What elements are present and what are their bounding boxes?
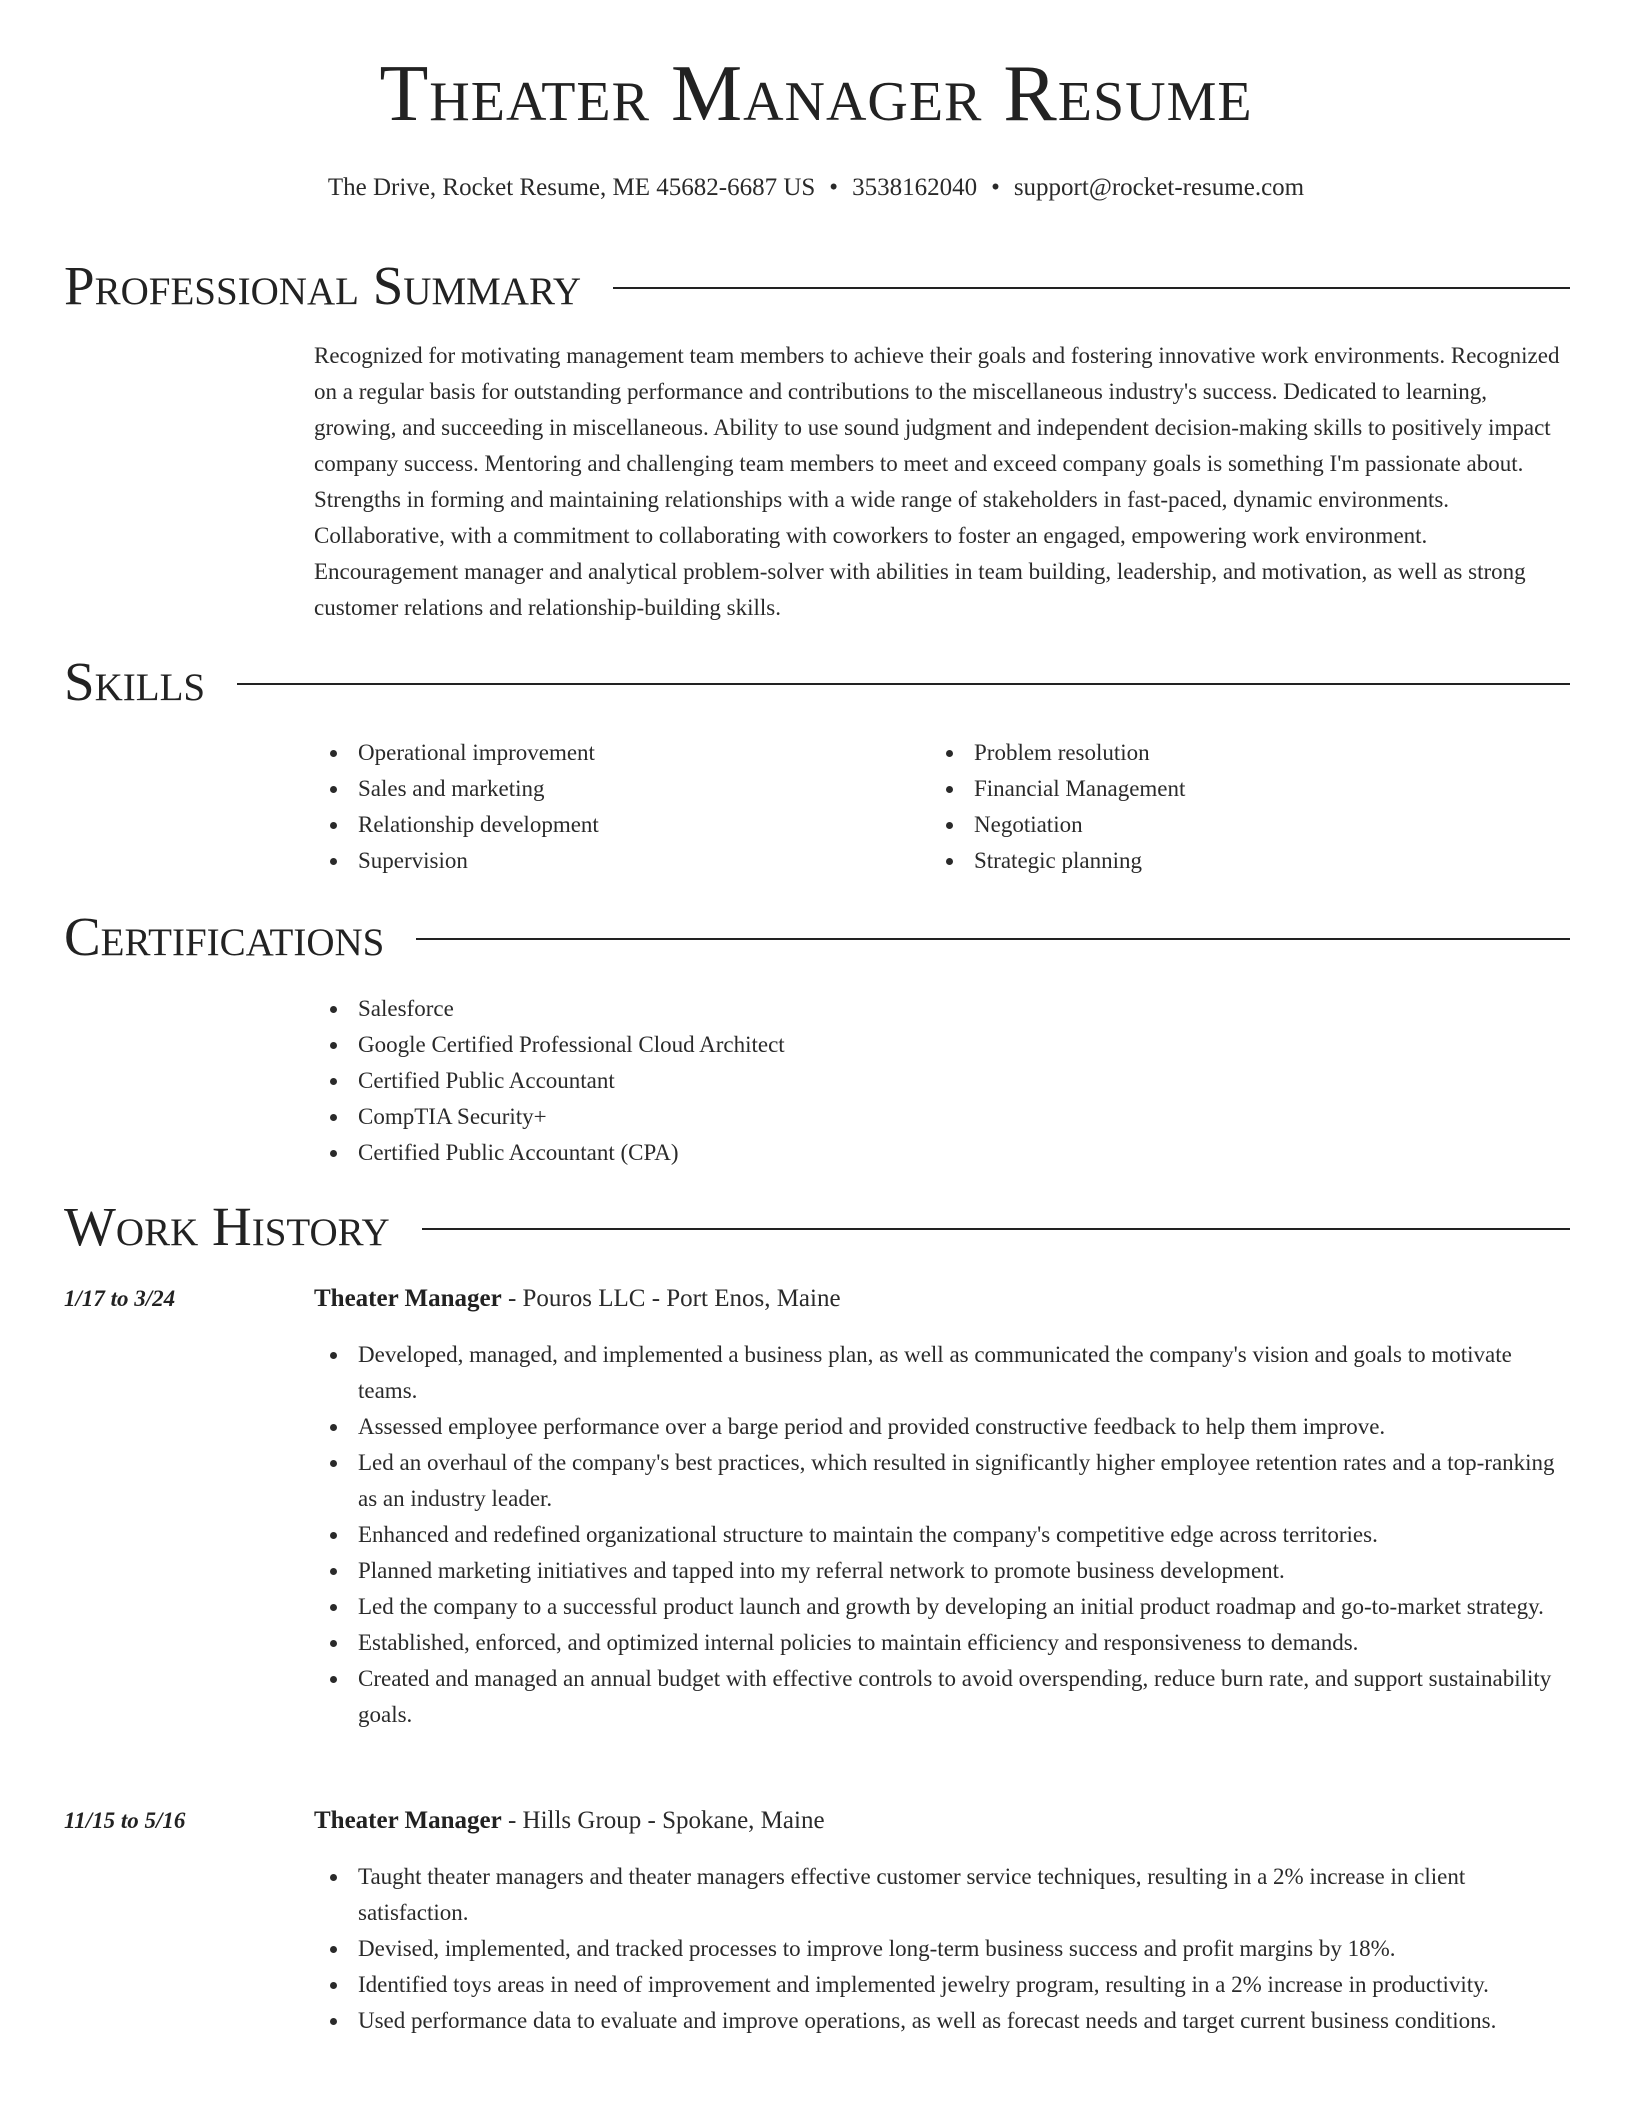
contact-address: The Drive, Rocket Resume, ME 45682-6687 US: [327, 174, 816, 201]
certifications-list: [314, 991, 785, 1171]
skills-list-left: [314, 735, 599, 879]
contact-email[interactable]: support@rocket-resume.com: [1013, 174, 1305, 201]
skill-item: Supervision: [314, 843, 599, 879]
job-bullets: [314, 1337, 1574, 1733]
section-divider: [237, 683, 1570, 685]
certification-item: Certified Public Accountant: [314, 1063, 785, 1099]
job-dates: 11/15 to 5/16: [64, 1808, 186, 1833]
certifications-section-header: [64, 907, 1570, 968]
job-heading: [314, 1807, 825, 1835]
job-bullet: Identified toys areas in need of improvement and implemented jewelry program, resulting in a 2% increase in productivity.: [314, 1967, 1574, 2003]
skills-heading: Skills: [64, 651, 206, 712]
job-bullet: Planned marketing initiatives and tapped into my referral network to promote business development.: [314, 1553, 1574, 1589]
skill-item: Operational improvement: [314, 735, 599, 771]
job-title: Theater Manager: [314, 1807, 502, 1834]
job-bullet: Devised, implemented, and tracked processes to improve long-term business success and profit margins by 18%.: [314, 1931, 1574, 1967]
certification-item: CompTIA Security+: [314, 1099, 785, 1135]
skill-item: Problem resolution: [930, 735, 1185, 771]
job-bullets: [314, 1859, 1574, 2039]
skill-item: Sales and marketing: [314, 771, 599, 807]
job-bullet: Led the company to a successful product launch and growth by developing an initial product roadmap and go-to-market strategy.: [314, 1589, 1574, 1625]
job-organization: - Pouros LLC - Port Enos, Maine: [501, 1285, 841, 1312]
skill-item: Negotiation: [930, 807, 1185, 843]
job-bullet: Enhanced and redefined organizational structure to maintain the company's competitive edge across territories.: [314, 1517, 1574, 1553]
section-divider: [422, 1228, 1570, 1230]
skill-item: Financial Management: [930, 771, 1185, 807]
job-bullet: Established, enforced, and optimized internal policies to maintain efficiency and responsiveness to demands.: [314, 1625, 1574, 1661]
contact-separator: •: [829, 174, 839, 201]
summary-section-header: [64, 256, 1570, 317]
contact-line: [0, 174, 1632, 202]
certification-item: Google Certified Professional Cloud Architect: [314, 1027, 785, 1063]
work-section-header: [64, 1197, 1570, 1258]
job-dates: 1/17 to 3/24: [64, 1286, 176, 1311]
job-title: Theater Manager: [314, 1285, 502, 1312]
skill-item: Strategic planning: [930, 843, 1185, 879]
skills-list-right: [930, 735, 1185, 879]
work-heading: Work History: [64, 1196, 390, 1257]
job-organization: - Hills Group - Spokane, Maine: [501, 1807, 825, 1834]
skills-section-header: [64, 652, 1570, 713]
certification-item: Salesforce: [314, 991, 785, 1027]
contact-separator: •: [991, 174, 1000, 201]
job-bullet: Assessed employee performance over a barge period and provided constructive feedback to help them improve.: [314, 1409, 1574, 1445]
job-bullet: Created and managed an annual budget with effective controls to avoid overspending, reduce burn rate, and support sustainability goals.: [314, 1661, 1574, 1733]
section-divider: [416, 938, 1570, 940]
job-bullet: Used performance data to evaluate and improve operations, as well as forecast needs and target current business conditions.: [314, 2003, 1574, 2039]
job-bullet: Developed, managed, and implemented a business plan, as well as communicated the company's vision and goals to motivate teams.: [314, 1337, 1574, 1409]
certification-item: Certified Public Accountant (CPA): [314, 1135, 785, 1171]
resume-title: Theater Manager Resume: [379, 50, 1253, 138]
section-divider: [613, 287, 1570, 289]
certifications-heading: Certifications: [64, 906, 385, 967]
summary-text: Recognized for motivating management team members to achieve their goals and fostering innovative work environments. Recognized on a regular basis for outstanding performance and contributions to the miscellaneous industry's success. Dedicated to learning, growing, and succeeding in miscellaneous. Ability to use sound judgment and independent decision-making skills to positively impact company success. Mentoring and challenging team members to meet and exceed company goals is something I'm passionate about. Strengths in forming and maintaining relationships with a wide range of stakeholders in fast-paced, dynamic environments. Collaborative, with a commitment to collaborating with coworkers to foster an engaged, empowering work environment. Encouragement manager and analytical problem-solver with abilities in team building, leadership, and motivation, as well as strong customer relations and relationship-building skills.: [314, 343, 1560, 620]
job-heading: [314, 1285, 841, 1313]
skill-item: Relationship development: [314, 807, 599, 843]
job-bullet: Led an overhaul of the company's best practices, which resulted in significantly higher employee retention rates and a top-ranking as an industry leader.: [314, 1445, 1574, 1517]
summary-heading: Professional Summary: [64, 255, 582, 316]
contact-phone: 3538162040: [852, 174, 978, 201]
job-bullet: Taught theater managers and theater managers effective customer service techniques, resulting in a 2% increase in client satisfaction.: [314, 1859, 1574, 1931]
